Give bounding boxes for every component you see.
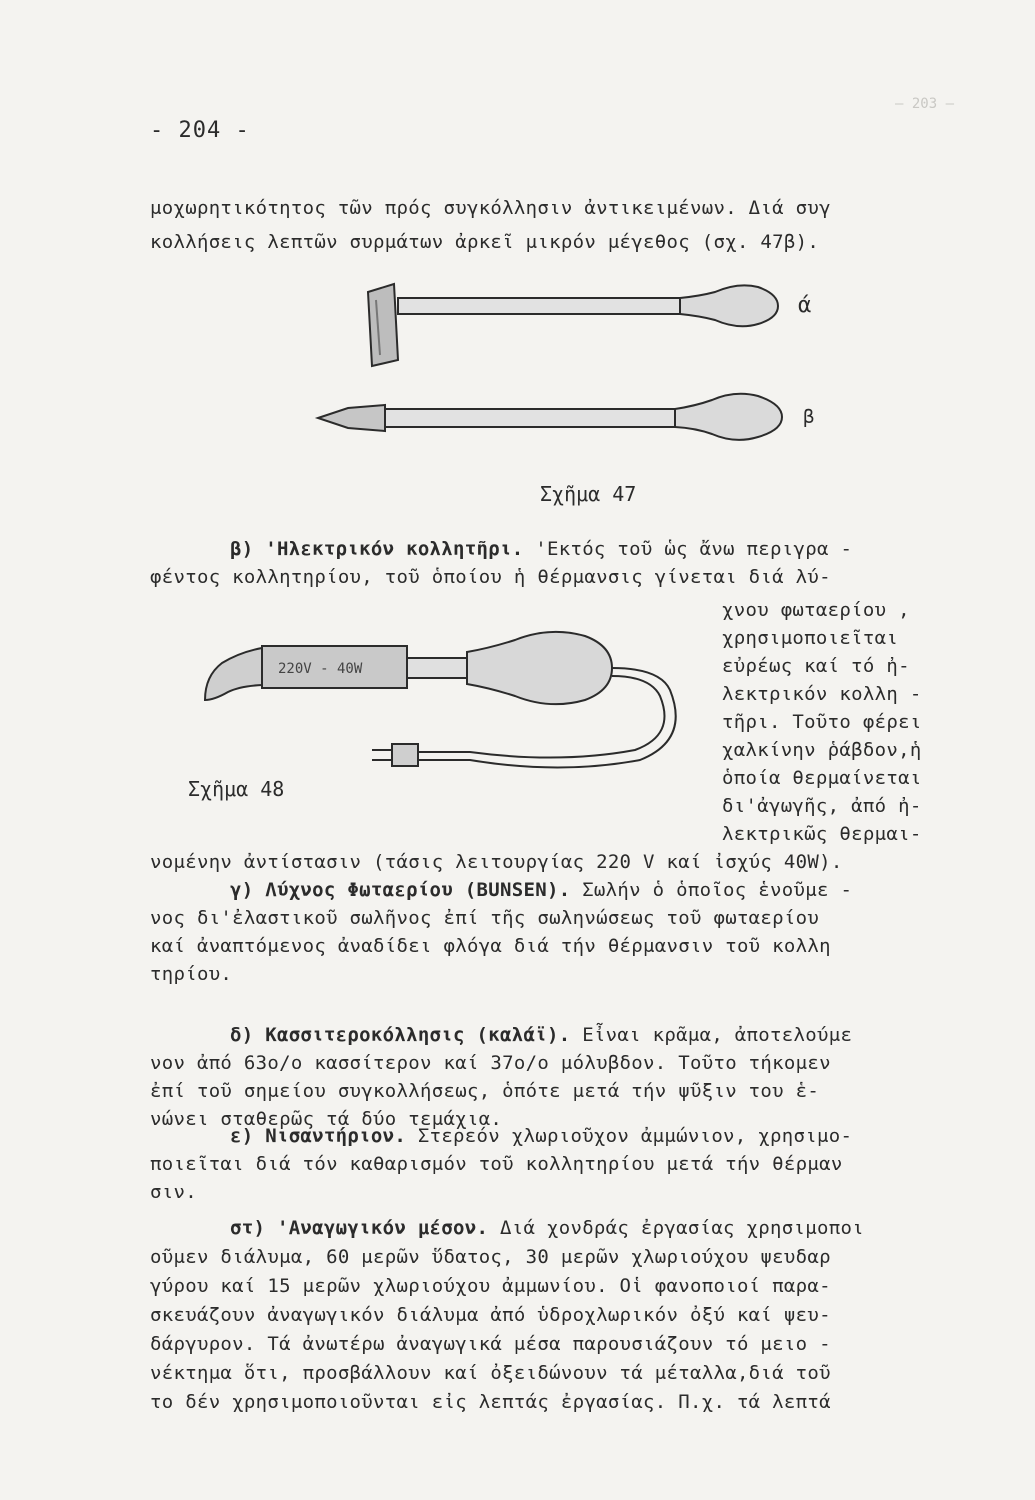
text-line: κολλήσεις λεπτῶν συρμάτων ἀρκεῖ μικρόν μέγεθος (σχ. 47β). (150, 231, 820, 253)
text-line: εὐρέως καί τό ἠ- (722, 655, 910, 677)
text-line: νον ἀπό 63ο/ο κασσίτερον καί 37ο/ο μόλυβδον. Τοῦτο τήκομεν (150, 1052, 831, 1074)
text-line (230, 1024, 852, 1046)
text-line: τηρίου. (150, 963, 233, 985)
text-line: τῆρι. Τοῦτο φέρει (722, 711, 922, 733)
text-line: σκευάζουν ἀναγωγικόν διάλυμα ἀπό ὑδροχλωρικόν ὀξύ καί ψευ- (150, 1304, 831, 1326)
text-line: νώνει σταθερῶς τά δύο τεμάχια. (150, 1108, 503, 1130)
text-line: χνου φωταερίου , (722, 599, 910, 621)
electric-soldering-iron-illustration (205, 632, 676, 768)
figure-47-label-b: β (803, 406, 815, 428)
text-span: Εἶναι κρᾶμα, ἀποτελούμε (582, 1024, 853, 1046)
text-line (230, 1125, 852, 1147)
section-heading-b: β) 'Ηλεκτρικόν κολλητῆρι. (230, 538, 524, 560)
text-line: οῦμεν διάλυμα, 60 μερῶν ὕδατος, 30 μερῶν χλωριούχου ψευδαρ (150, 1246, 831, 1268)
text-line: λεκτρικῶς θερμαι- (722, 823, 922, 845)
figure-47-label-a: ά (798, 293, 812, 318)
soldering-iron-a-illustration (368, 284, 778, 366)
text-line: νος δι'ἐλαστικοῦ σωλῆνος ἐπί τῆς σωληνώσεως τοῦ φωταερίου (150, 907, 820, 929)
text-line (230, 1217, 864, 1239)
text-span: Στερεόν χλωριοῦχον ἀμμώνιον, χρησιμο- (417, 1125, 853, 1147)
text-span: Διά χονδράς ἐργασίας χρησιμοποι (500, 1217, 864, 1239)
text-line: νομένην ἀντίστασιν (τάσις λειτουργίας 220 V καί ἰσχύς 40W). (150, 851, 843, 873)
text-line: χρησιμοποιεῖται (722, 627, 899, 649)
figure-48-caption: Σχῆμα 48 (188, 777, 285, 801)
section-heading-f: στ) 'Αναγωγικόν μέσον. (230, 1217, 489, 1239)
text-line: γύρου καί 15 μερῶν χλωριούχου ἀμμωνίου. Οἱ φανοποιοί παρα- (150, 1275, 831, 1297)
text-line (230, 879, 852, 901)
iron-rating-label: 220V - 40W (278, 661, 363, 677)
page-number: - 204 - (150, 118, 250, 143)
text-line: χαλκίνην ῥάβδον,ἡ (722, 739, 922, 761)
text-line: δι'ἀγωγῆς, ἀπό ἠ- (722, 795, 922, 817)
section-heading-d: δ) Κασσιτεροκόλλησις (καλάϊ). (230, 1024, 571, 1046)
text-line: ἐπί τοῦ σημείου συγκολλήσεως, ὁπότε μετά τήν ψῦξιν του ἑ- (150, 1080, 820, 1102)
text-span: 'Εκτός τοῦ ὡς ἄνω περιγρα - (535, 538, 853, 560)
text-line: ποιεῖται διά τόν καθαρισμόν τοῦ κολλητηρίου μετά τήν θέρμαν (150, 1153, 843, 1175)
text-line: φέντος κολλητηρίου, τοῦ ὁποίου ἡ θέρμανσις γίνεται διά λύ- (150, 566, 831, 588)
section-heading-c: γ) Λύχνος Φωταερίου (BUNSEN). (230, 879, 571, 901)
figure-47-caption: Σχῆμα 47 (540, 482, 637, 506)
text-line: σιν. (150, 1181, 197, 1203)
soldering-iron-b-illustration (318, 394, 782, 440)
text-line: ὁποία θερμαίνεται (722, 767, 922, 789)
text-line (230, 538, 852, 560)
text-line: μοχωρητικότητος τῶν πρός συγκόλλησιν ἀντικειμένων. Διά συγ (150, 197, 831, 219)
text-line: δάργυρον. Τά ἀνωτέρω ἀναγωγικά μέσα παρουσιάζουν τό μειο - (150, 1333, 831, 1355)
text-line: το δέν χρησιμοποιοῦνται εἰς λεπτάς ἐργασίας. Π.χ. τά λεπτά (150, 1391, 831, 1413)
section-heading-e: ε) Νισαντήριον. (230, 1125, 407, 1147)
text-span: Σωλήν ὁ ὁποῖος ἑνοῦμε - (582, 879, 853, 901)
bleed-through-mark: — 203 — (895, 96, 955, 112)
text-line: λεκτρικόν κολλη - (722, 683, 922, 705)
text-line: νέκτημα ὅτι, προσβάλλουν καί ὀξειδώνουν τά μέταλλα,διά τοῦ (150, 1362, 831, 1384)
text-line: καί ἀναπτόμενος ἀναδίδει φλόγα διά τήν θέρμανσιν τοῦ κολλη (150, 935, 831, 957)
